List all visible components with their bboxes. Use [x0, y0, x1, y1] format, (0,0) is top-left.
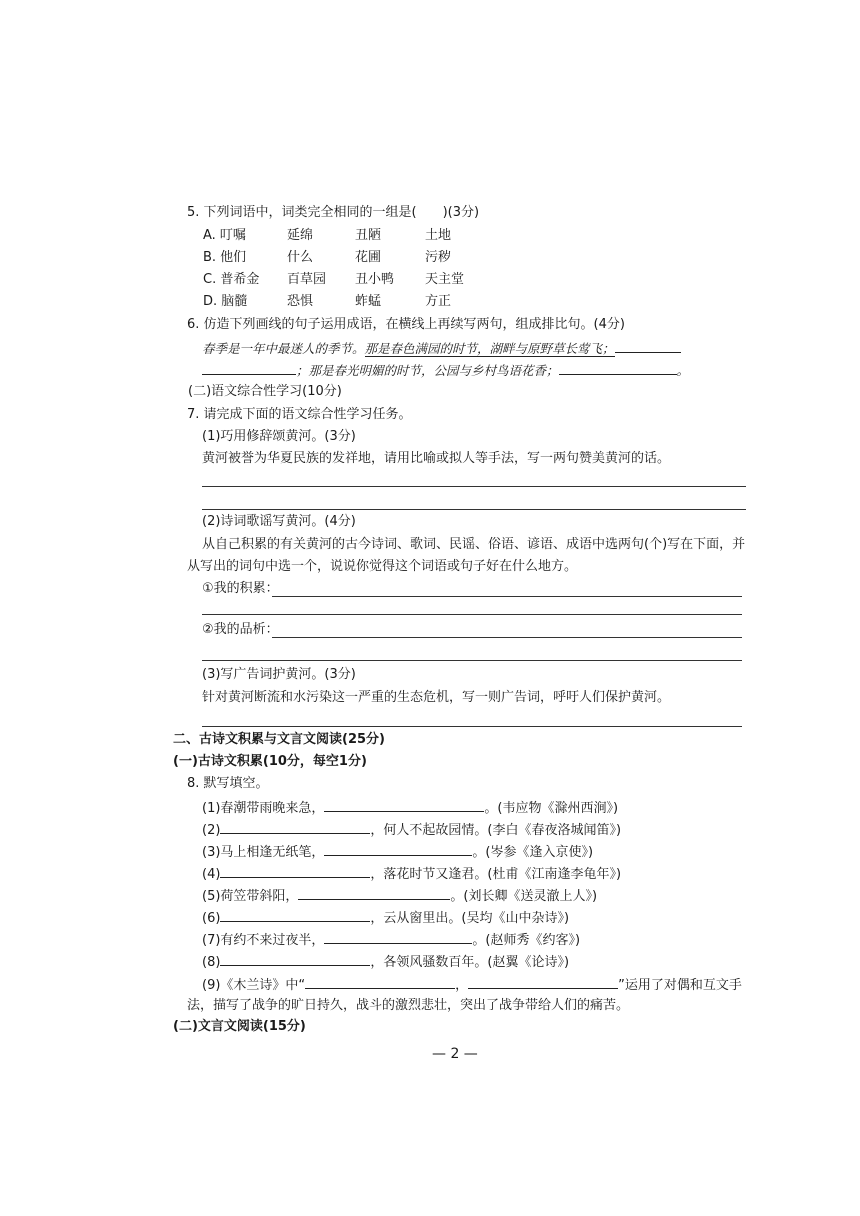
q8-item-3-blank[interactable]	[324, 843, 472, 856]
q5-option-a	[203, 228, 451, 244]
q7-analysis-line-1[interactable]	[272, 637, 742, 638]
q8-item-9-post: ”运用了对偶和互文手	[618, 978, 742, 993]
q8-item-7-post: 。(赵师秀《约客》)	[472, 933, 581, 948]
q5-option-c	[203, 272, 464, 288]
q8-item-5-post: 。(刘长卿《送灵澈上人》)	[450, 889, 598, 904]
q7-part2-title: (2)诗词歌谣写黄河。(4分)	[202, 514, 356, 529]
section-two-heading: (二)语文综合性学习(10分)	[188, 384, 342, 399]
q8-item-4	[202, 865, 621, 883]
q8-item-9-blank-1[interactable]	[305, 976, 455, 989]
q7-stem: 7. 请完成下面的语文综合性学习任务。	[187, 407, 412, 422]
q8-item-8-pre: (8)	[202, 955, 221, 970]
q8-item-7	[202, 931, 580, 949]
q7-part2-text-2: 从写出的词句中选一个，说说你觉得这个词语或句子好在什么地方。	[187, 559, 578, 574]
q5-c-label: C. 普希金	[203, 272, 260, 287]
q7-part1-title: (1)巧用修辞颂黄河。(3分)	[202, 429, 356, 444]
q8-item-4-pre: (4)	[202, 867, 221, 882]
q6-blank-1[interactable]	[615, 340, 681, 353]
q5-b-w4: 污秽	[425, 250, 452, 265]
q5-b-label: B. 他们	[203, 250, 247, 265]
q8-item-4-post: ，落花时节又逢君。(杜甫《江南逢李龟年》)	[370, 867, 622, 882]
page-number: — 2 —	[432, 1046, 478, 1062]
q5-c-w4: 天主堂	[425, 272, 465, 287]
q8-item-5	[202, 887, 597, 905]
q6-blank-3[interactable]	[559, 362, 677, 375]
q8-item-1-pre: (1)春潮带雨晚来急，	[202, 801, 325, 816]
q5-b-w2: 什么	[287, 250, 314, 265]
q5-a-w4: 土地	[425, 228, 452, 243]
q5-a-w3: 丑陋	[355, 228, 382, 243]
q5-d-label: D. 脑髓	[203, 294, 248, 309]
q7-accumulation-line-2[interactable]	[202, 614, 742, 615]
q6-stem: 6. 仿造下列画线的句子运用成语，在横线上再续写两句，组成排比句。(4分)	[187, 317, 625, 332]
q8-item-6-pre: (6)	[202, 911, 221, 926]
q7-part1-text: 黄河被誉为华夏民族的发祥地，请用比喻或拟人等手法，写一两句赞美黄河的话。	[202, 451, 671, 466]
q5-a-w2: 延绵	[287, 228, 314, 243]
q6-blank-2[interactable]	[202, 362, 296, 375]
q8-item-9-line-2: 法，描写了战争的旷日持久，战斗的激烈悲壮，突出了战争带给人们的痛苦。	[187, 998, 630, 1013]
q8-item-9-blank-2[interactable]	[468, 976, 618, 989]
q8-item-9	[202, 976, 742, 994]
q8-item-1	[202, 799, 618, 817]
q8-stem: 8. 默写填空。	[187, 776, 269, 791]
q6-line-2	[202, 362, 689, 379]
q8-item-8-post: ，各领风骚数百年。(赵翼《论诗》)	[370, 955, 570, 970]
q7-answer-line-2[interactable]	[202, 509, 746, 510]
q8-item-5-blank[interactable]	[298, 887, 450, 900]
q5-b-w3: 花圃	[355, 250, 382, 265]
q8-item-7-pre: (7)有约不来过夜半，	[202, 933, 325, 948]
q8-item-8-blank[interactable]	[220, 953, 370, 966]
q7-part3-title: (3)写广告词护黄河。(3分)	[202, 667, 356, 682]
q8-item-9-mid: ，	[455, 978, 469, 993]
q7-accumulation-label: ①我的积累：	[202, 581, 279, 596]
q8-item-1-blank[interactable]	[324, 799, 484, 812]
q8-item-7-blank[interactable]	[324, 931, 472, 944]
q8-item-3	[202, 843, 593, 861]
q8-item-6-post: ，云从窗里出。(吴均《山中杂诗》)	[370, 911, 570, 926]
q8-item-2	[202, 821, 621, 839]
q8-item-3-pre: (3)马上相逢无纸笔，	[202, 845, 325, 860]
q6-line2-a: ；那是春光明媚的时节，公园与乡村鸟语花香；	[296, 363, 559, 378]
q8-item-3-post: 。(岑参《逢入京使》)	[472, 845, 594, 860]
section-2-1-heading: (一)古诗文积累(10分，每空1分)	[173, 754, 367, 769]
q6-line-1	[202, 340, 681, 357]
q5-stem: 5. 下列词语中，词类完全相同的一组是( )(3分)	[187, 205, 480, 220]
q8-item-8	[202, 953, 569, 971]
section-2-2-heading: (二)文言文阅读(15分)	[173, 1019, 306, 1034]
q7-part2-text-1: 从自己积累的有关黄河的古今诗词、歌词、民谣、俗语、谚语、成语中选两句(个)写在下面，并	[202, 537, 746, 552]
q7-accumulation-line-1[interactable]	[272, 596, 742, 597]
q5-d-w4: 方正	[425, 294, 452, 309]
q7-part3-text: 针对黄河断流和水污染这一严重的生态危机，写一则广告词，呼吁人们保护黄河。	[202, 690, 671, 705]
q6-underlined-sentence: 那是春色满园的时节，湖畔与原野草长莺飞；	[364, 341, 615, 356]
q8-item-2-post: ，何人不起故园情。(李白《春夜洛城闻笛》)	[370, 823, 622, 838]
q5-d-w3: 蚱蜢	[355, 294, 382, 309]
q8-item-6	[202, 909, 569, 927]
q8-item-5-pre: (5)荷笠带斜阳，	[202, 889, 299, 904]
q7-answer-line-1[interactable]	[202, 486, 746, 487]
q8-item-6-blank[interactable]	[220, 909, 370, 922]
q5-d-w2: 恐惧	[287, 294, 314, 309]
q8-item-2-blank[interactable]	[220, 821, 370, 834]
q7-ad-answer-line[interactable]	[202, 726, 742, 727]
q8-item-4-blank[interactable]	[220, 865, 370, 878]
q6-line2-b: 。	[676, 363, 690, 378]
q5-a-label: A. 叮嘱	[203, 228, 246, 243]
q7-analysis-line-2[interactable]	[202, 660, 742, 661]
q5-c-w3: 丑小鸭	[355, 272, 395, 287]
q5-option-d	[203, 294, 451, 310]
q8-item-9-pre: (9)《木兰诗》中“	[202, 978, 306, 993]
q5-c-w2: 百草园	[287, 272, 327, 287]
q5-option-b	[203, 250, 451, 266]
section-2-heading: 二、古诗文积累与文言文阅读(25分)	[173, 732, 385, 747]
q8-item-2-pre: (2)	[202, 823, 221, 838]
q6-line1-a: 春季是一年中最迷人的季节。	[202, 341, 365, 356]
q8-item-1-post: 。(韦应物《滁州西涧》)	[484, 801, 619, 816]
q7-analysis-label: ②我的品析：	[202, 622, 279, 637]
